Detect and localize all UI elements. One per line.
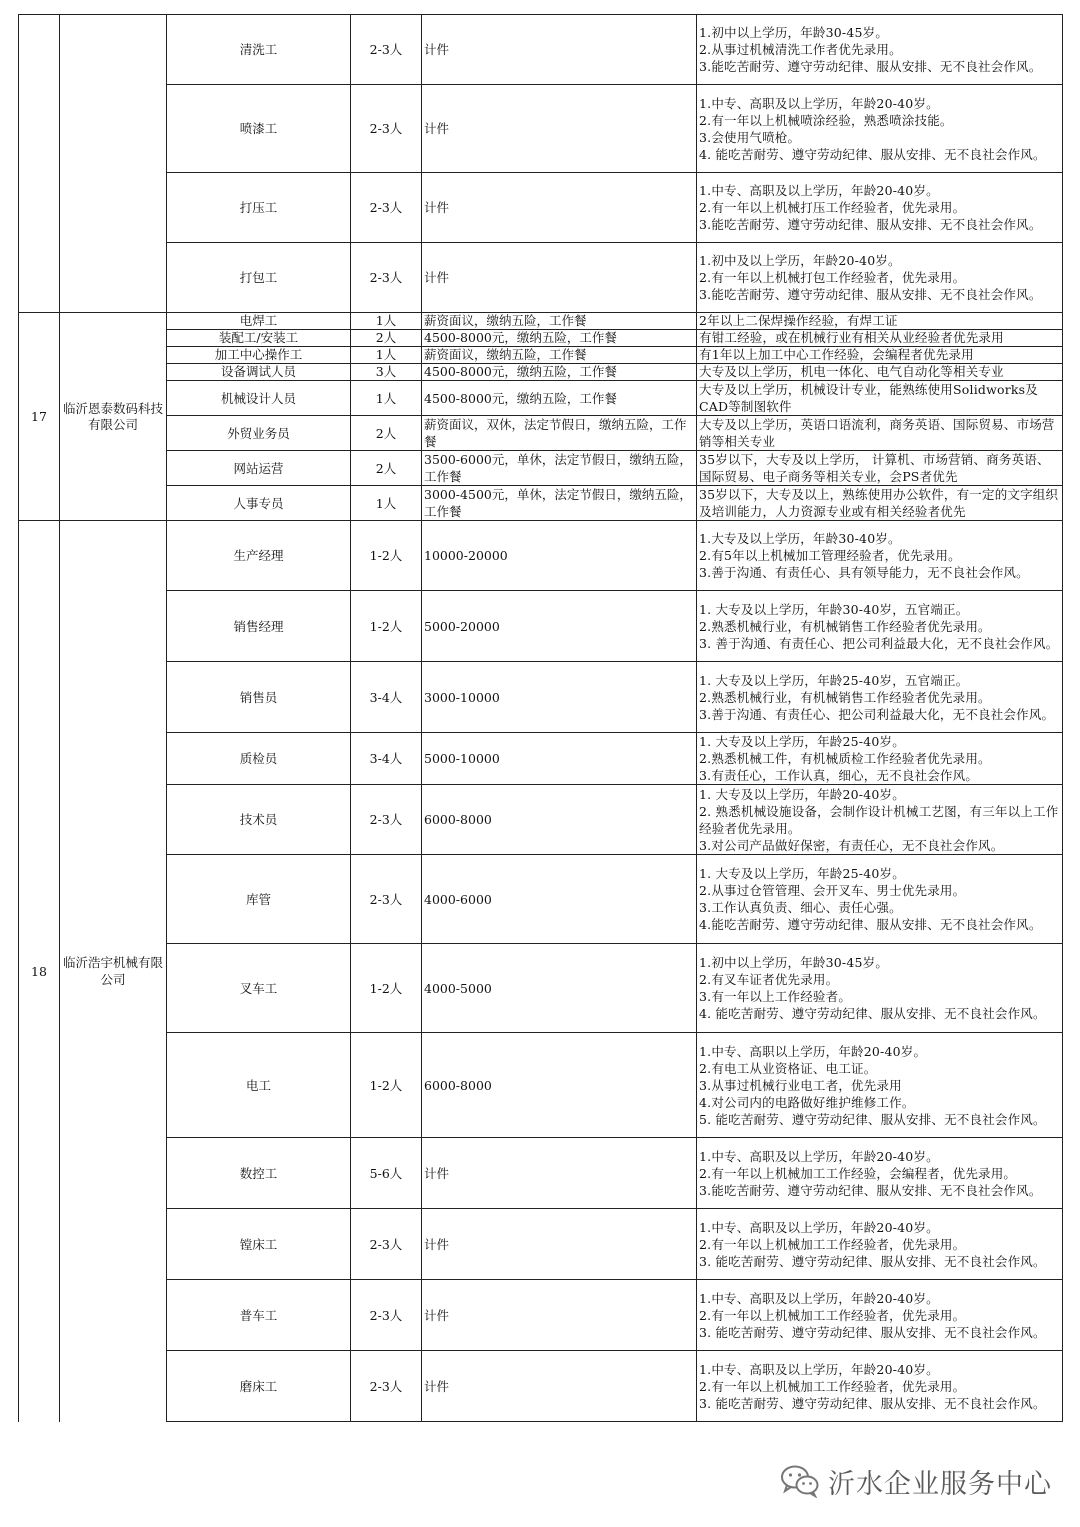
salary-cell: 薪资面议，缴纳五险，工作餐 (422, 313, 697, 330)
position-cell: 质检员 (167, 733, 351, 785)
salary-cell: 5000-10000 (422, 733, 697, 785)
headcount-cell: 3-4人 (351, 662, 422, 733)
salary-cell: 4500-8000元，缴纳五险，工作餐 (422, 330, 697, 347)
table-row (19, 1033, 1063, 1138)
position-cell: 技术员 (167, 785, 351, 855)
position-cell: 销售经理 (167, 591, 351, 662)
requirements-cell: 1.中专、高职以上学历，年龄20-40岁。 2.有电工从业资格证、电工证。 3.从事过机械行业电工者，优先录用 4.对公司内的电路做好维护维修工作。 5. 能吃苦耐劳、遵守劳动纪律、服从安排、无不良社会作风。 (697, 1033, 1063, 1138)
salary-cell: 5000-20000 (422, 591, 697, 662)
position-cell: 普车工 (167, 1280, 351, 1351)
requirements-cell: 35岁以下，大专及以上学历， 计算机、市场营销、商务英语、国际贸易、电子商务等相关专业，会PS者优先 (697, 451, 1063, 486)
headcount-cell: 1人 (351, 381, 422, 416)
headcount-cell: 1-2人 (351, 591, 422, 662)
table-row (19, 855, 1063, 944)
requirements-cell: 1.初中及以上学历，年龄20-40岁。 2.有一年以上机械打包工作经验者，优先录用。 3.能吃苦耐劳、遵守劳动纪律、服从安排、无不良社会作风。 (697, 243, 1063, 313)
serial-number-cell: 17 (19, 313, 60, 521)
position-cell: 设备调试人员 (167, 364, 351, 381)
salary-cell: 薪资面议，双休，法定节假日，缴纳五险，工作餐 (422, 416, 697, 451)
table-row (19, 1138, 1063, 1209)
position-cell: 人事专员 (167, 486, 351, 521)
position-cell: 数控工 (167, 1138, 351, 1209)
position-cell: 打包工 (167, 243, 351, 313)
position-cell: 外贸业务员 (167, 416, 351, 451)
headcount-cell: 2-3人 (351, 173, 422, 243)
requirements-cell: 有1年以上加工中心工作经验，会编程者优先录用 (697, 347, 1063, 364)
headcount-cell: 3-4人 (351, 733, 422, 785)
requirements-cell: 1.初中以上学历，年龄30-45岁。 2.有叉车证者优先录用。 3.有一年以上工作经验者。 4. 能吃苦耐劳、遵守劳动纪律、服从安排、无不良社会作风。 (697, 944, 1063, 1033)
salary-cell: 6000-8000 (422, 785, 697, 855)
requirements-cell: 1. 大专及以上学历，年龄25-40岁。 2.从事过仓管管理、会开叉车、男士优先录用。 3.工作认真负责、细心、责任心强。 4.能吃苦耐劳、遵守劳动纪律、服从安排、无不良社会作风。 (697, 855, 1063, 944)
table-row (19, 1351, 1063, 1422)
table-row (19, 364, 1063, 381)
recruitment-table-sheet (18, 14, 1063, 1422)
position-cell: 打压工 (167, 173, 351, 243)
salary-cell: 计件 (422, 1209, 697, 1280)
position-cell: 叉车工 (167, 944, 351, 1033)
position-cell: 加工中心操作工 (167, 347, 351, 364)
requirements-cell: 1.初中以上学历，年龄30-45岁。 2.从事过机械清洗工作者优先录用。 3.能吃苦耐劳、遵守劳动纪律、服从安排、无不良社会作风。 (697, 15, 1063, 85)
salary-cell: 计件 (422, 243, 697, 313)
position-cell: 机械设计人员 (167, 381, 351, 416)
headcount-cell: 2-3人 (351, 855, 422, 944)
table-row (19, 381, 1063, 416)
requirements-cell: 1.大专及以上学历，年龄30-40岁。 2.有5年以上机械加工管理经验者，优先录用。 3.善于沟通、有责任心、具有领导能力，无不良社会作风。 (697, 521, 1063, 591)
headcount-cell: 5-6人 (351, 1138, 422, 1209)
position-cell: 网站运营 (167, 451, 351, 486)
table-row (19, 416, 1063, 451)
headcount-cell: 2-3人 (351, 785, 422, 855)
table-row (19, 347, 1063, 364)
position-cell: 电焊工 (167, 313, 351, 330)
headcount-cell: 1-2人 (351, 1033, 422, 1138)
wechat-icon (780, 1464, 820, 1498)
headcount-cell: 1-2人 (351, 521, 422, 591)
recruitment-table (18, 14, 1063, 1422)
salary-cell: 薪资面议，缴纳五险，工作餐 (422, 347, 697, 364)
table-row (19, 733, 1063, 785)
headcount-cell: 2-3人 (351, 85, 422, 173)
salary-cell: 4500-8000元，缴纳五险，工作餐 (422, 364, 697, 381)
requirements-cell: 1.中专、高职及以上学历，年龄20-40岁。 2.有一年以上机械加工工作经验者，优先录用。 3. 能吃苦耐劳、遵守劳动纪律、服从安排、无不良社会作风。 (697, 1351, 1063, 1422)
salary-cell: 10000-20000 (422, 521, 697, 591)
watermark-text: 沂水企业服务中心 (828, 1468, 1052, 1500)
salary-cell: 计件 (422, 1138, 697, 1209)
headcount-cell: 1-2人 (351, 944, 422, 1033)
table-row (19, 15, 1063, 85)
salary-cell: 计件 (422, 173, 697, 243)
salary-cell: 3500-6000元，单休，法定节假日，缴纳五险，工作餐 (422, 451, 697, 486)
headcount-cell: 2-3人 (351, 15, 422, 85)
requirements-cell: 1. 大专及以上学历，年龄25-40岁，五官端正。 2.熟悉机械行业，有机械销售工作经验者优先录用。 3.善于沟通、有责任心、把公司利益最大化，无不良社会作风。 (697, 662, 1063, 733)
table-row (19, 173, 1063, 243)
company-name-cell: 临沂浩宇机械有限公司 (60, 521, 167, 1422)
requirements-cell: 2年以上二保焊操作经验，有焊工证 (697, 313, 1063, 330)
requirements-cell: 有钳工经验，或在机械行业有相关从业经验者优先录用 (697, 330, 1063, 347)
salary-cell: 计件 (422, 1280, 697, 1351)
position-cell: 电工 (167, 1033, 351, 1138)
headcount-cell: 1人 (351, 486, 422, 521)
table-row (19, 1280, 1063, 1351)
table-row (19, 591, 1063, 662)
requirements-cell: 1.中专、高职及以上学历，年龄20-40岁。 2.有一年以上机械加工工作经验者，优先录用。 3. 能吃苦耐劳、遵守劳动纪律、服从安排、无不良社会作风。 (697, 1209, 1063, 1280)
table-row (19, 521, 1063, 591)
headcount-cell: 3人 (351, 364, 422, 381)
salary-cell: 计件 (422, 1351, 697, 1422)
salary-cell: 计件 (422, 85, 697, 173)
table-row (19, 785, 1063, 855)
position-cell: 清洗工 (167, 15, 351, 85)
table-row (19, 944, 1063, 1033)
table-row (19, 486, 1063, 521)
position-cell: 销售员 (167, 662, 351, 733)
serial-number-cell (19, 15, 60, 313)
requirements-cell: 1.中专、高职及以上学历，年龄20-40岁。 2.有一年以上机械打压工作经验者，优先录用。 3.能吃苦耐劳、遵守劳动纪律、服从安排、无不良社会作风。 (697, 173, 1063, 243)
headcount-cell: 1人 (351, 347, 422, 364)
headcount-cell: 2人 (351, 451, 422, 486)
headcount-cell: 1人 (351, 313, 422, 330)
position-cell: 磨床工 (167, 1351, 351, 1422)
requirements-cell: 1.中专、高职及以上学历，年龄20-40岁。 2.有一年以上机械喷涂经验，熟悉喷涂技能。 3.会使用气喷枪。 4. 能吃苦耐劳、遵守劳动纪律、服从安排、无不良社会作风。 (697, 85, 1063, 173)
salary-cell: 计件 (422, 15, 697, 85)
headcount-cell: 2人 (351, 330, 422, 347)
headcount-cell: 2-3人 (351, 243, 422, 313)
salary-cell: 6000-8000 (422, 1033, 697, 1138)
requirements-cell: 1. 大专及以上学历，年龄30-40岁，五官端正。 2.熟悉机械行业，有机械销售工作经验者优先录用。 3. 善于沟通、有责任心、把公司利益最大化，无不良社会作风。 (697, 591, 1063, 662)
headcount-cell: 2-3人 (351, 1280, 422, 1351)
requirements-cell: 1. 大专及以上学历，年龄20-40岁。 2. 熟悉机械设施设备，会制作设计机械工艺图，有三年以上工作经验者优先录用。 3.对公司产品做好保密，有责任心，无不良社会作风。 (697, 785, 1063, 855)
headcount-cell: 2-3人 (351, 1351, 422, 1422)
salary-cell: 4500-8000元，缴纳五险，工作餐 (422, 381, 697, 416)
table-row (19, 662, 1063, 733)
company-name-cell (60, 15, 167, 313)
requirements-cell: 大专及以上学历，机电一体化、电气自动化等相关专业 (697, 364, 1063, 381)
requirements-cell: 35岁以下，大专及以上，熟练使用办公软件，有一定的文字组织及培训能力，人力资源专业或有相关经验者优先 (697, 486, 1063, 521)
table-row (19, 451, 1063, 486)
table-row (19, 85, 1063, 173)
salary-cell: 4000-6000 (422, 855, 697, 944)
requirements-cell: 大专及以上学历，机械设计专业，能熟练使用Solidworks及CAD等制图软件 (697, 381, 1063, 416)
headcount-cell: 2人 (351, 416, 422, 451)
table-row (19, 1209, 1063, 1280)
table-row (19, 330, 1063, 347)
table-row (19, 313, 1063, 330)
position-cell: 喷漆工 (167, 85, 351, 173)
requirements-cell: 大专及以上学历，英语口语流利，商务英语、国际贸易、市场营销等相关专业 (697, 416, 1063, 451)
position-cell: 镗床工 (167, 1209, 351, 1280)
position-cell: 库管 (167, 855, 351, 944)
company-name-cell: 临沂恩泰数码科技有限公司 (60, 313, 167, 521)
table-row (19, 243, 1063, 313)
position-cell: 装配工/安装工 (167, 330, 351, 347)
position-cell: 生产经理 (167, 521, 351, 591)
salary-cell: 3000-10000 (422, 662, 697, 733)
headcount-cell: 2-3人 (351, 1209, 422, 1280)
requirements-cell: 1. 大专及以上学历，年龄25-40岁。 2.熟悉机械工件，有机械质检工作经验者优先录用。 3.有责任心，工作认真，细心，无不良社会作风。 (697, 733, 1063, 785)
watermark (780, 1461, 1070, 1501)
serial-number-cell: 18 (19, 521, 60, 1422)
salary-cell: 4000-5000 (422, 944, 697, 1033)
salary-cell: 3000-4500元，单休，法定节假日，缴纳五险，工作餐 (422, 486, 697, 521)
requirements-cell: 1.中专、高职及以上学历，年龄20-40岁。 2.有一年以上机械加工工作经验，会编程者，优先录用。 3.能吃苦耐劳、遵守劳动纪律、服从安排、无不良社会作风。 (697, 1138, 1063, 1209)
requirements-cell: 1.中专、高职及以上学历，年龄20-40岁。 2.有一年以上机械加工工作经验者，优先录用。 3. 能吃苦耐劳、遵守劳动纪律、服从安排、无不良社会作风。 (697, 1280, 1063, 1351)
